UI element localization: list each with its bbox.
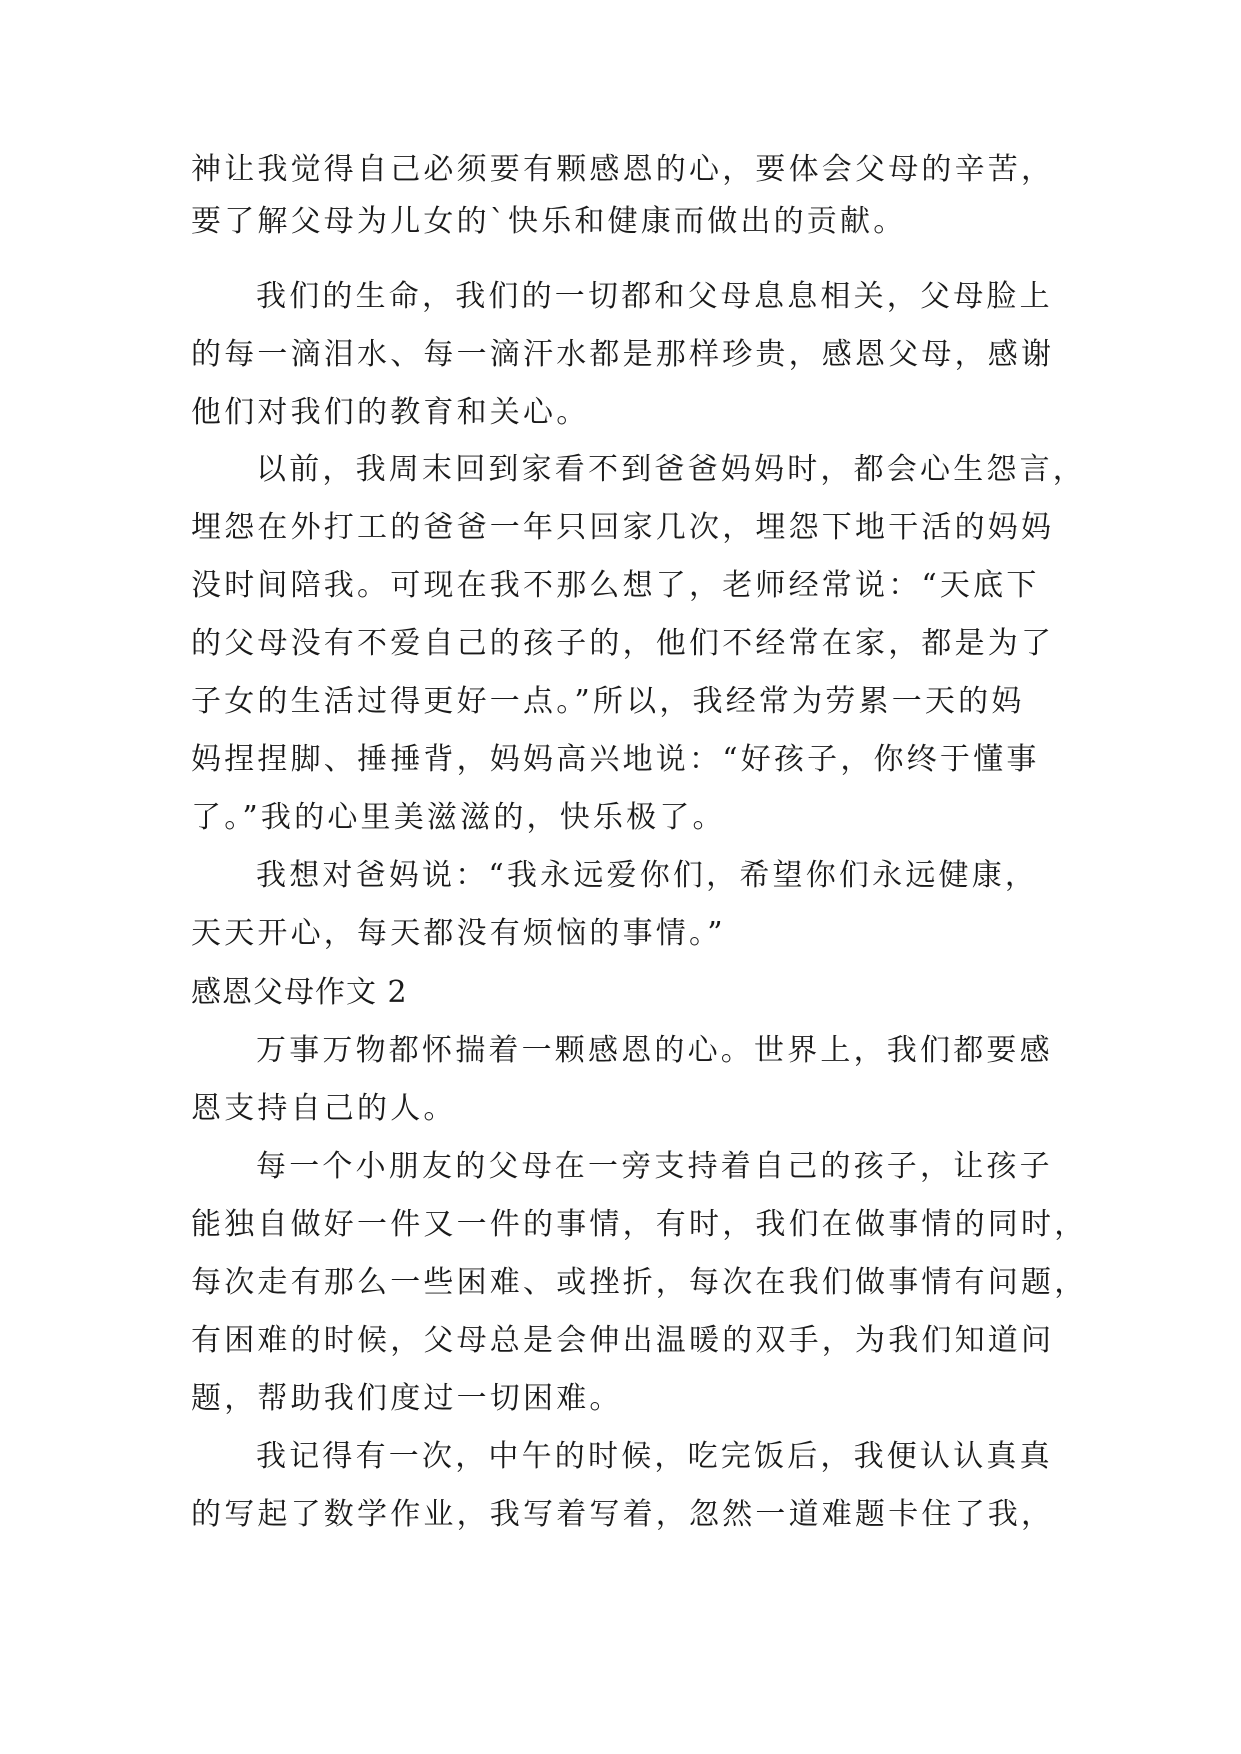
text-line: 没时间陪我。可现在我不那么想了，老师经常说：“天底下 bbox=[191, 568, 1040, 603]
paragraph-start: 我想对爸妈说：“我永远爱你们，希望你们永远健康， bbox=[256, 858, 1039, 893]
paragraph-start: 我们的生命，我们的一切都和父母息息相关，父母脸上 bbox=[256, 279, 1053, 314]
text-line: 能独自做好一件又一件的事情，有时，我们在做事情的同时， bbox=[191, 1207, 1088, 1242]
text-line: 要了解父母为儿女的`快乐和健康而做出的贡献。 bbox=[191, 204, 907, 239]
text-line: 每次走有那么一些困难、或挫折，每次在我们做事情有问题， bbox=[191, 1265, 1088, 1300]
text-line: 妈捏捏脚、捶捶背，妈妈高兴地说：“好孩子，你终于懂事 bbox=[191, 742, 1040, 777]
paragraph-start: 以前，我周末回到家看不到爸爸妈妈时，都会心生怨言， bbox=[256, 452, 1086, 487]
paragraph-start: 万事万物都怀揣着一颗感恩的心。世界上，我们都要感 bbox=[256, 1033, 1053, 1068]
text-line: 题，帮助我们度过一切困难。 bbox=[191, 1381, 623, 1416]
text-line: 的父母没有不爱自己的孩子的，他们不经常在家，都是为了 bbox=[191, 626, 1055, 661]
text-line: 神让我觉得自己必须要有颗感恩的心，要体会父母的辛苦， bbox=[191, 152, 1055, 187]
paragraph-start: 我记得有一次，中午的时候，吃完饭后，我便认认真真 bbox=[256, 1439, 1053, 1474]
text-line: 了。”我的心里美滋滋的，快乐极了。 bbox=[191, 800, 726, 835]
text-line: 他们对我们的教育和关心。 bbox=[191, 395, 590, 430]
paragraph-start: 每一个小朋友的父母在一旁支持着自己的孩子，让孩子 bbox=[256, 1149, 1053, 1184]
section-heading: 感恩父母作文 2 bbox=[191, 975, 408, 1010]
text-line: 的每一滴泪水、每一滴汗水都是那样珍贵，感恩父母，感谢 bbox=[191, 337, 1055, 372]
text-line: 有困难的时候，父母总是会伸出温暖的双手，为我们知道问 bbox=[191, 1323, 1055, 1358]
text-line: 天天开心，每天都没有烦恼的事情。” bbox=[191, 916, 726, 951]
text-line: 子女的生活过得更好一点。”所以，我经常为劳累一天的妈 bbox=[191, 684, 1025, 719]
text-line: 的写起了数学作业，我写着写着，忽然一道难题卡住了我， bbox=[191, 1497, 1055, 1532]
text-line: 埋怨在外打工的爸爸一年只回家几次，埋怨下地干活的妈妈 bbox=[191, 510, 1055, 545]
text-line: 恩支持自己的人。 bbox=[191, 1091, 457, 1126]
